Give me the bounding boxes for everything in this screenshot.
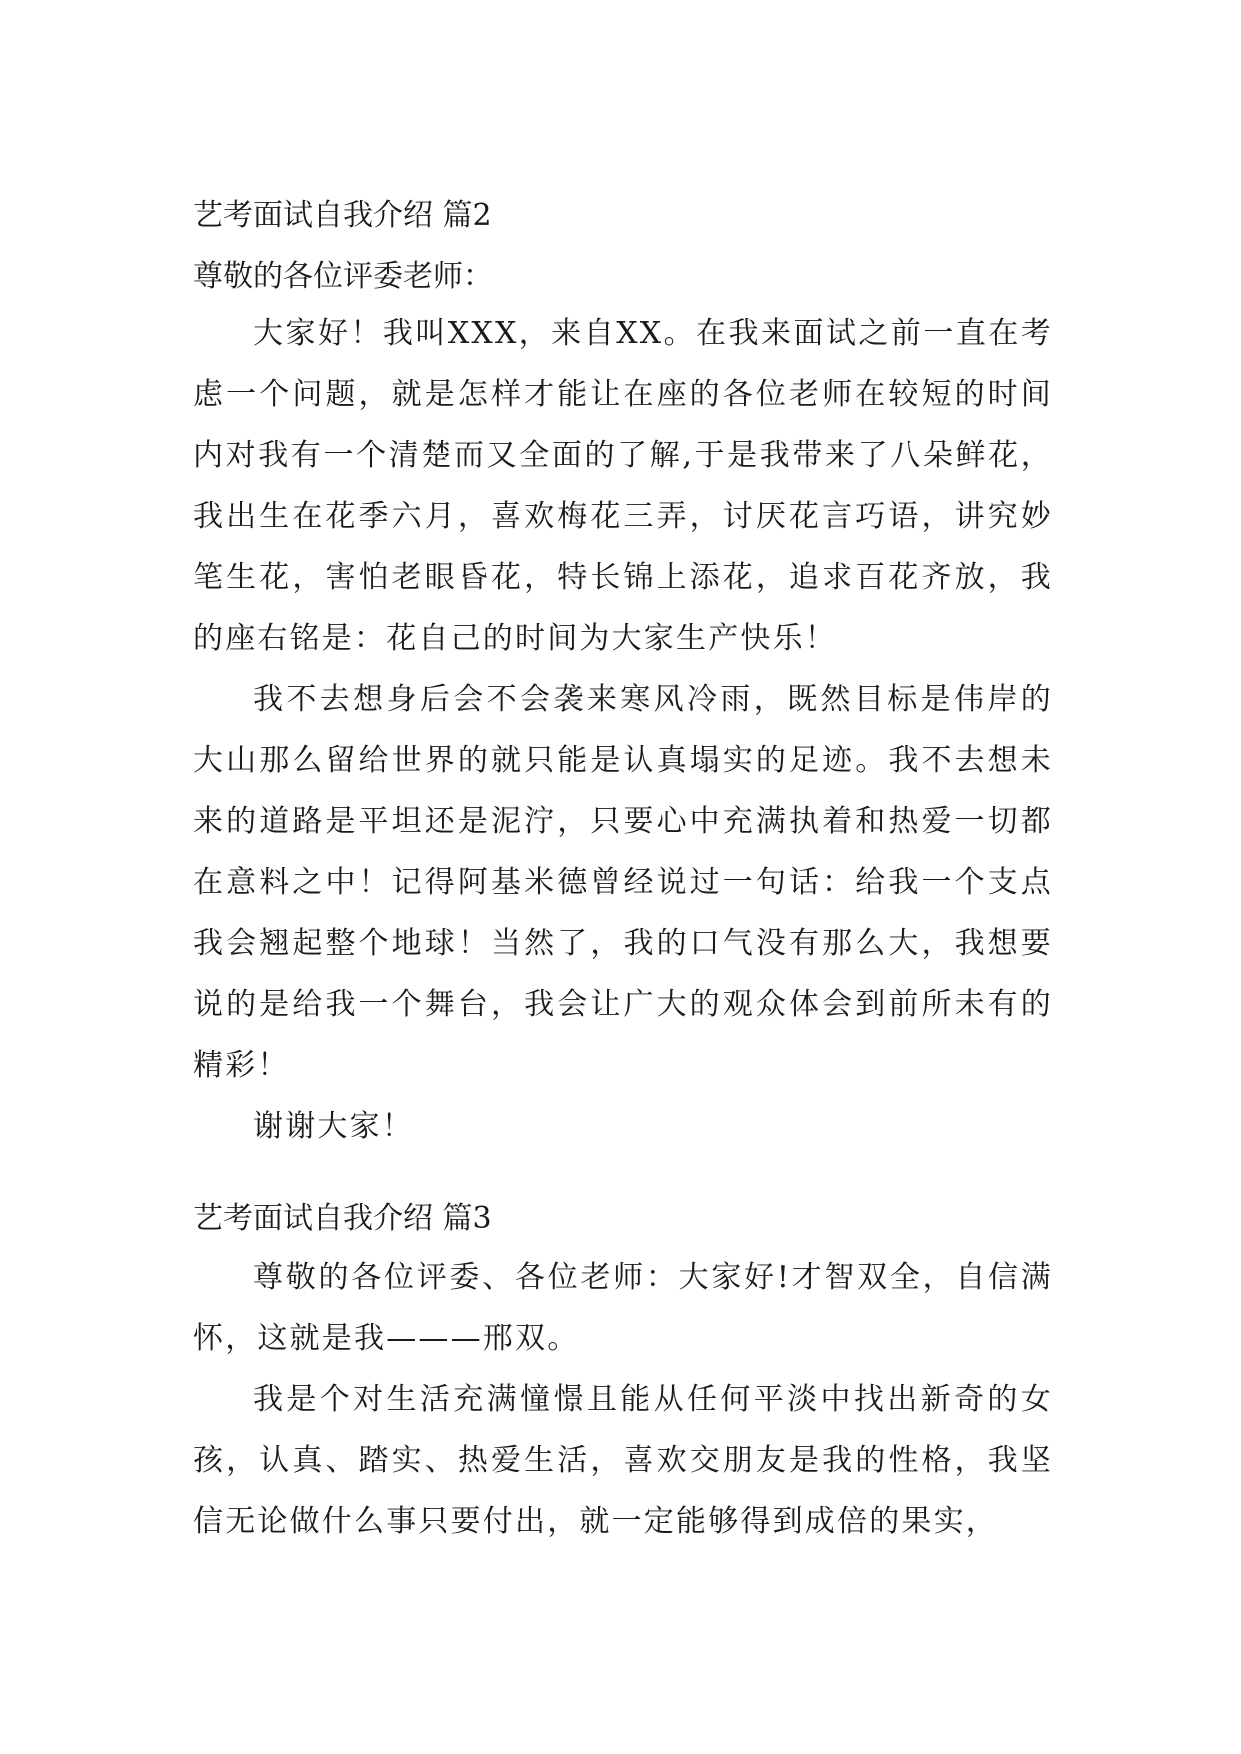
section-3-paragraph-1: 尊敬的各位评委、各位老师：大家好!才智双全，自信满怀，这就是我———邢双。	[193, 1260, 1053, 1356]
section-2-paragraph-1: 大家好！我叫XXX，来自XX。在我来面试之前一直在考虑一个问题，就是怎样才能让在座的各位老师在较短的时间内对我有一个清楚而又全面的了解,于是我带来了八朵鲜花，我出生在花季六月，喜欢梅花三弄，讨厌花言巧语，讲究妙笔生花，害怕老眼昏花，特长锦上添花，追求百花齐放，我的座右铭是：花自己的时间为大家生产快乐！	[193, 316, 1053, 656]
section-2-paragraph-3: 谢谢大家！	[253, 1109, 414, 1144]
section-2-paragraph-2: 我不去想身后会不会袭来寒风冷雨，既然目标是伟岸的大山那么留给世界的就只能是认真塌实的足迹。我不去想未来的道路是平坦还是泥泞，只要心中充满执着和热爱一切都在意料之中！记得阿基米德曾经说过一句话：给我一个支点我会翘起整个地球！当然了，我的口气没有那么大，我想要说的是给我一个舞台，我会让广大的观众体会到前所未有的精彩！	[193, 682, 1053, 1083]
section-3-title: 艺考面试自我介绍 篇3	[193, 1201, 492, 1236]
section-2-salutation: 尊敬的各位评委老师：	[193, 259, 493, 294]
section-2-title: 艺考面试自我介绍 篇2	[193, 198, 492, 233]
section-3-paragraph-2: 我是个对生活充满憧憬且能从任何平淡中找出新奇的女孩，认真、踏实、热爱生活，喜欢交朋友是我的性格，我坚信无论做什么事只要付出，就一定能够得到成倍的果实，	[193, 1382, 1053, 1539]
